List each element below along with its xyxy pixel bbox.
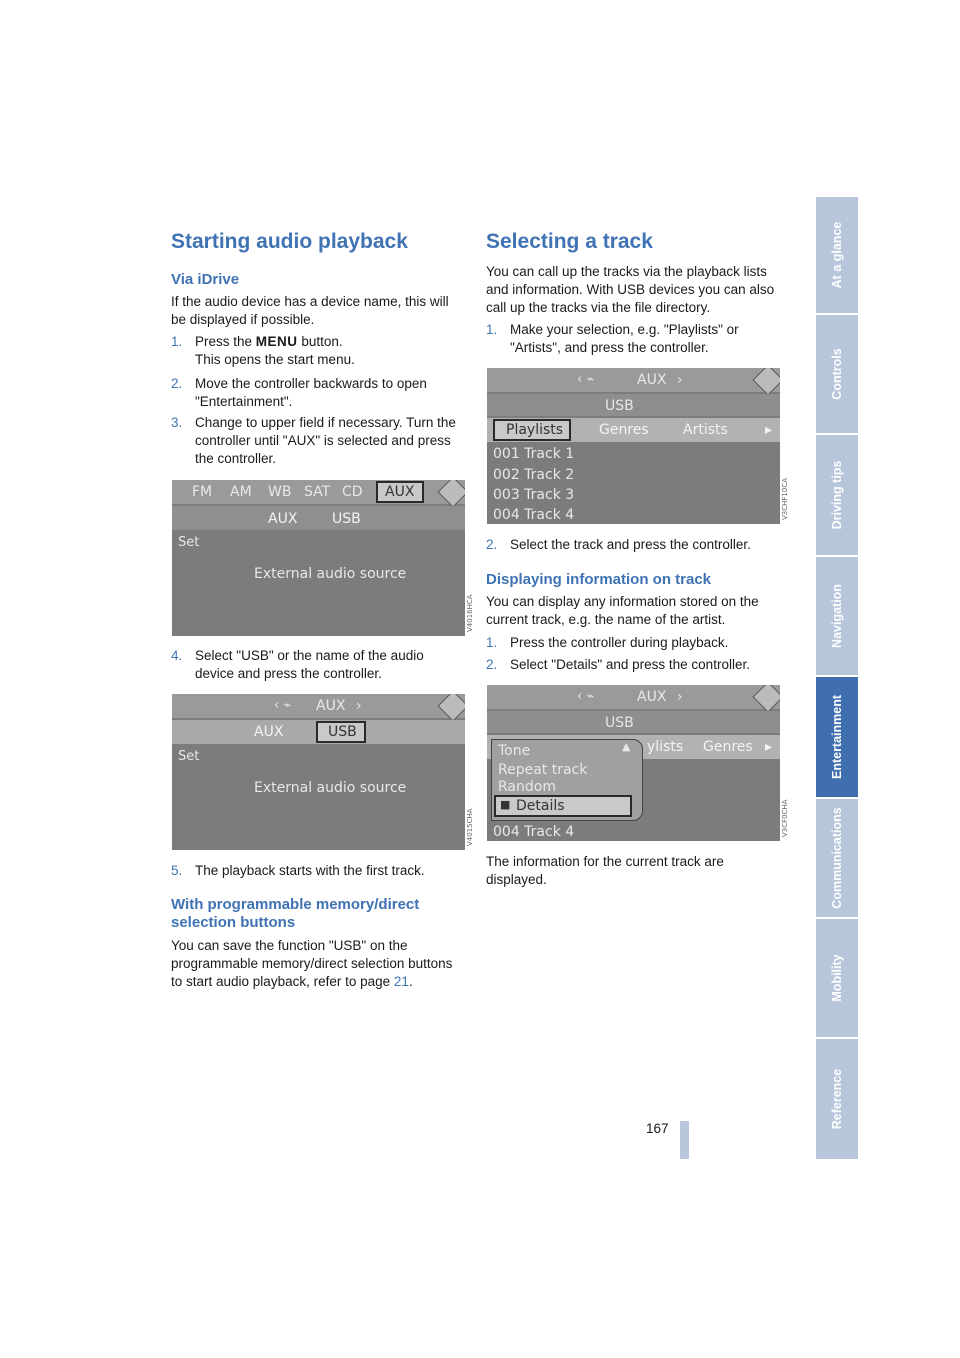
step-number: 5. [171, 863, 183, 878]
tab-entertainment[interactable]: Entertainment [816, 677, 858, 797]
step-4 [171, 647, 466, 683]
compass-icon [752, 368, 780, 396]
idrive-screen-details [487, 685, 780, 841]
step-text: The playback starts with the first track. [195, 863, 425, 878]
section-title-selecting-track: Selecting a track [486, 230, 653, 253]
compass-icon [437, 480, 465, 508]
step-number: 2. [486, 657, 498, 672]
tab-am: AM [230, 484, 252, 500]
step-text: Change to upper field if necessary. Turn the controller until "AUX" is selected and press the controller. [195, 415, 456, 466]
arrow-up-icon: ▲ [622, 740, 631, 753]
compass-icon [437, 694, 465, 722]
step-text: This opens the start menu. [195, 352, 355, 367]
info-paragraph: You can display any information stored on the current track, e.g. the name of the artist. [486, 594, 759, 627]
menu-item-details-selected: ■ Details [494, 795, 632, 817]
arrow-right-icon: › [677, 372, 683, 388]
option-aux: AUX [268, 511, 298, 527]
arrow-right-icon: › [677, 689, 683, 705]
category-tab-bar [487, 418, 780, 442]
track-item: 001 Track 1 [493, 446, 575, 462]
options-popup-menu [491, 739, 643, 821]
figure-code: V4015CHA [466, 808, 474, 846]
tab-playlists-selected: Playlists [493, 419, 571, 441]
step-2 [171, 375, 466, 411]
page-number: 167 [646, 1121, 669, 1136]
menu-button-icon: MENU [255, 334, 298, 349]
step-text: Press the controller during playback. [510, 635, 729, 650]
page-marker-bar [680, 1121, 689, 1159]
info-step-2 [486, 656, 781, 674]
idrive-screen-aux [172, 480, 465, 636]
set-label: Set [178, 749, 200, 764]
step-text: button. [301, 334, 343, 349]
tab-reference[interactable]: Reference [816, 1039, 858, 1159]
step-text: Press the [195, 334, 253, 349]
tab-sat: SAT [304, 484, 331, 500]
intro-paragraph: If the audio device has a device name, this will be displayed if possible. [171, 294, 449, 327]
menu-item-repeat-track: Repeat track [498, 762, 588, 778]
track-item: 002 Track 2 [493, 467, 575, 483]
usb-label: USB [605, 398, 634, 414]
tab-mobility[interactable]: Mobility [816, 919, 858, 1037]
tab-controls[interactable]: Controls [816, 315, 858, 433]
track-item: 004 Track 4 [493, 824, 575, 840]
set-label: Set [178, 535, 200, 550]
step-text: Select "Details" and press the controller. [510, 657, 750, 672]
compass-icon [752, 685, 780, 713]
outro-paragraph: The information for the current track are displayed. [486, 854, 724, 887]
programmable-paragraph: You can save the function "USB" on the programmable memory/direct selection buttons to start audio playback, refer to page 21. [171, 938, 453, 989]
tab-navigation[interactable]: Navigation [816, 557, 858, 675]
info-step-1 [486, 634, 781, 652]
external-audio-source-label: External audio source [254, 566, 407, 582]
menu-item-random: Random [498, 779, 556, 795]
figure-code: V4016HCA [466, 594, 474, 632]
menu-item-tone: Tone [498, 743, 531, 759]
tab-genres: Genres [703, 739, 753, 755]
figure-code: V3CF0CHA [781, 799, 789, 837]
subheading-programmable-buttons: With programmable memory/direct selection buttons [171, 896, 420, 931]
tab-aux-selected: AUX [376, 481, 424, 503]
step-number: 2. [171, 376, 183, 391]
step-text: Select "USB" or the name of the audio device and press the controller. [195, 648, 424, 681]
top-aux-label: AUX [637, 689, 667, 705]
source-top-bar [487, 368, 780, 392]
tab-wb: WB [268, 484, 292, 500]
subheading-via-idrive: Via iDrive [171, 271, 240, 288]
right-step-2 [486, 536, 781, 554]
idrive-screen-usb [172, 694, 465, 850]
step-text: Make your selection, e.g. "Playlists" or "Artists", and press the controller. [510, 322, 739, 355]
step-number: 4. [171, 648, 183, 663]
tab-at-a-glance[interactable]: At a glance [816, 197, 858, 313]
arrow-left-icon: ‹ ⌁ [577, 372, 595, 387]
usb-bar [487, 711, 780, 733]
option-usb-selected: USB [316, 721, 366, 743]
step-text: Select the track and press the controller. [510, 537, 751, 552]
source-top-bar [172, 694, 465, 718]
step-5 [171, 862, 466, 880]
step-number: 1. [486, 322, 498, 337]
play-arrow-icon: ▸ [765, 422, 773, 438]
step-3 [171, 414, 466, 468]
external-audio-source-label: External audio source [254, 780, 407, 796]
tab-playlists-partial: ylists [647, 739, 684, 755]
tab-communications[interactable]: Communications [816, 799, 858, 917]
source-subbar [172, 506, 465, 530]
right-step-1 [486, 321, 781, 357]
source-top-bar [487, 685, 780, 709]
idrive-screen-playlists [487, 368, 780, 524]
arrow-left-icon: ‹ ⌁ [577, 689, 595, 704]
play-arrow-icon: ▸ [765, 739, 773, 755]
track-item: 004 Track 4 [493, 507, 575, 523]
step-number: 2. [486, 537, 498, 552]
step-1 [171, 333, 466, 369]
track-item: 003 Track 3 [493, 487, 575, 503]
option-usb: USB [332, 511, 361, 527]
top-aux-label: AUX [637, 372, 667, 388]
tab-cd: CD [342, 484, 363, 500]
option-aux: AUX [254, 724, 284, 740]
top-aux-label: AUX [316, 698, 346, 714]
tab-fm: FM [192, 484, 213, 500]
arrow-left-icon: ‹ ⌁ [274, 698, 292, 713]
usb-bar [487, 394, 780, 416]
checkbox-icon: ■ [500, 798, 511, 811]
tab-driving-tips[interactable]: Driving tips [816, 435, 858, 555]
figure-code: V3CHF10CA [781, 477, 789, 520]
tab-artists: Artists [683, 422, 728, 438]
subheading-displaying-info: Displaying information on track [486, 571, 712, 588]
step-number: 1. [171, 334, 183, 349]
source-tab-bar [172, 480, 465, 504]
tab-genres: Genres [599, 422, 649, 438]
usb-label: USB [605, 715, 634, 731]
section-title-starting-playback: Starting audio playback [171, 230, 408, 253]
arrow-right-icon: › [356, 698, 362, 714]
step-number: 3. [171, 415, 183, 430]
selecting-intro: You can call up the tracks via the playback lists and information. With USB devices you can also call up the tracks via the file directory. [486, 264, 775, 315]
step-text: Move the controller backwards to open "Entertainment". [195, 376, 427, 409]
step-number: 1. [486, 635, 498, 650]
page-reference-link[interactable]: 21 [393, 974, 409, 989]
source-subbar [172, 720, 465, 744]
